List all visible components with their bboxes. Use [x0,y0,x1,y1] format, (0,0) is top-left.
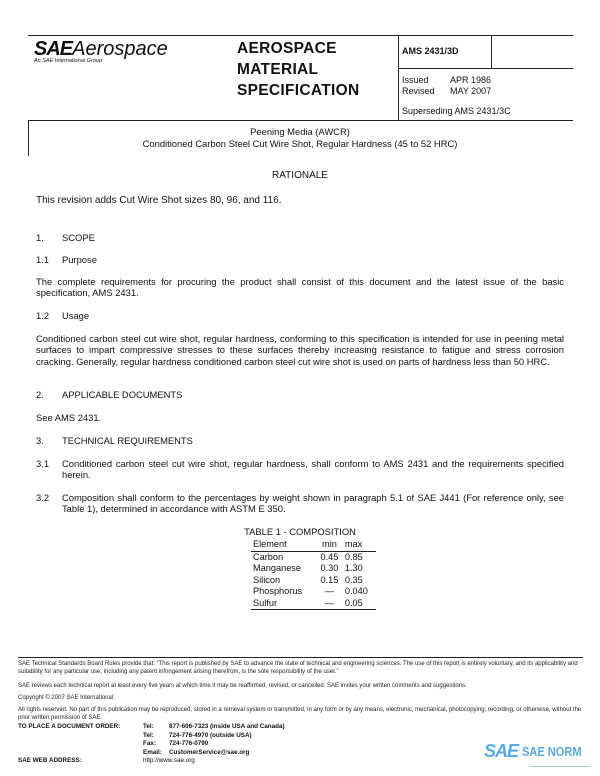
cell: Silicon [253,574,281,585]
title-line: MATERIAL [237,61,319,78]
header-rule [398,68,573,69]
cell: 0.85 [344,551,363,562]
header-divider [398,35,399,120]
issue-dates [402,75,491,97]
section-1-1-heading [36,254,97,265]
subject-title [0,126,600,150]
section-title: Usage [62,310,90,321]
para-text: Conditioned carbon steel cut wire shot, regular hardness, shall conform to AMS 2431 and the requirements specified herein. [62,458,564,481]
table-row [251,575,376,587]
section-number: 1.1 [36,254,50,265]
footer-rights-text: All rights reserved. No part of this publication may be reproduced, stored in a retrieval system or transmitted, in any form or by any means, electronic, mechanical, photocopying, recording, or otherwise, without the prior written permission of SAE. [18,707,582,721]
section-number: 3. [36,435,44,446]
email-link[interactable]: CustomerService@sae.org [169,748,250,756]
cell: 0.05 [344,597,363,608]
section-number: 3.1 [36,458,50,469]
footer-rules-text: SAE Technical Standards Board Rules provide that: “This report is published by SAE to advance the state of technical and engineering sciences. The use of this report is entirely voluntary, and its applicability and suitability for any particular use, including any patent infringement arising therefrom, is the sole responsibility of the user.” [18,661,578,675]
cell: 1.30 [344,563,363,573]
table-row [251,586,376,598]
contact-label: Tel: [143,723,154,730]
title-line: SPECIFICATION [237,82,360,99]
subject-line: Conditioned Carbon Steel Cut Wire Shot, Regular Hardness (45 to 52 HRC) [142,138,458,149]
section-title: SCOPE [62,232,95,243]
cell: 0.040 [344,586,368,596]
cell: 0.45 [320,551,339,562]
issued-label: Issued [402,75,429,85]
contact-label: Tel: [143,731,154,739]
cell: — [324,597,335,608]
contact-label: Fax: [143,740,156,748]
composition-table [251,539,376,610]
logo-main: SAE [34,38,73,60]
para-text: Composition shall conform to the percentages by weight shown in paragraph 5.1 of SAE J441 (For reference only, see Table 1), determined in accordance with ASTM E 350. [62,492,564,515]
cell: Manganese [253,563,302,573]
applicable-docs-text: See AMS 2431. [36,412,102,423]
sae-norm-watermark: SAE NORM [522,744,582,759]
rationale-heading: RATIONALE [272,170,328,181]
column-header: max [344,539,363,549]
section-title: APPLICABLE DOCUMENTS [62,389,183,400]
order-label: TO PLACE A DOCUMENT ORDER: [18,723,121,730]
section-number: 1. [36,232,44,243]
logo-tagline: An SAE International Group [34,58,102,64]
footer-rule [18,657,583,658]
section-title: TECHNICAL REQUIREMENTS [62,435,193,446]
header-divider [491,35,492,68]
superseding: Superseding AMS 2431/3C [402,106,511,116]
cell: Carbon [253,551,284,562]
section-number: 2. [36,389,44,400]
footer-copyright: Copyright © 2007 SAE International [18,695,114,701]
table-header-row [251,539,376,551]
contact-value: 724-776-0790 [169,740,209,748]
order-contacts [143,723,285,766]
sae-norm-logo-mark: SAE [484,741,519,761]
table-row [251,551,376,563]
sae-aerospace-logo [34,38,168,64]
purpose-text: The complete requirements for procuring the product shall consist of this document and the latest issue of the basic specification, AMS 2431. [36,276,564,299]
revised-label: Revised [402,86,435,96]
cell: 0.15 [320,574,339,585]
section-number: 3.2 [36,492,50,503]
footer-review-text: SAE reviews each technical report at least every five years at which time it may be reaffirmed, revised, or cancelled. SAE invites your written comments and suggestions. [18,683,467,689]
table-row [251,598,376,610]
table-row [251,563,376,575]
web-label: SAE WEB ADDRESS: [18,757,82,764]
cell: — [324,586,335,596]
rationale-text: This revision adds Cut Wire Shot sizes 80, 96, and 116. [36,195,282,206]
contact-value: 724-776-4970 (outside USA) [169,731,252,739]
cell: Sulfur [253,597,278,608]
header-bottom-rule [28,120,573,121]
usage-text: Conditioned carbon steel cut wire shot, regular hardness, conforming to this specification is intended for use in peening metal surfaces to impart compressive stresses to these surfaces thereby increasing resistance to fatigue and stress corrosion cracking. Generally, regular hardness conditioned carbon steel cut wire shot is used on parts of hardness less than 50 HRC. [36,333,564,367]
section-title: Purpose [62,254,97,265]
section-1-2-heading [36,310,89,321]
column-header: Element [253,539,287,549]
doc-number: AMS 2431/3D [402,46,459,56]
contact-label: Email: [143,748,162,756]
para-3-2 [36,492,564,515]
table-caption: TABLE 1 - COMPOSITION [244,526,356,537]
section-1-heading [36,232,95,243]
watermark-rule [530,766,590,767]
web-address-link[interactable]: http://www.sae.org [143,757,195,765]
cell: Phosphorus [253,586,303,596]
revised-value: MAY 2007 [450,86,492,96]
column-header: min [322,539,337,549]
section-number: 1.2 [36,310,50,321]
cell: 0.35 [344,574,363,585]
contact-value: 877-606-7323 (inside USA and Canada) [169,723,285,730]
title-line: AEROSPACE [237,40,337,57]
section-3-heading [36,435,193,446]
para-3-1 [36,458,564,481]
subject-line: Peening Media (AWCR) [250,126,350,137]
issued-value: APR 1986 [450,75,492,85]
section-2-heading [36,389,182,400]
logo-sub: Aerospace [72,38,168,60]
doc-type-title [237,38,359,101]
cell: 0.30 [320,563,339,573]
